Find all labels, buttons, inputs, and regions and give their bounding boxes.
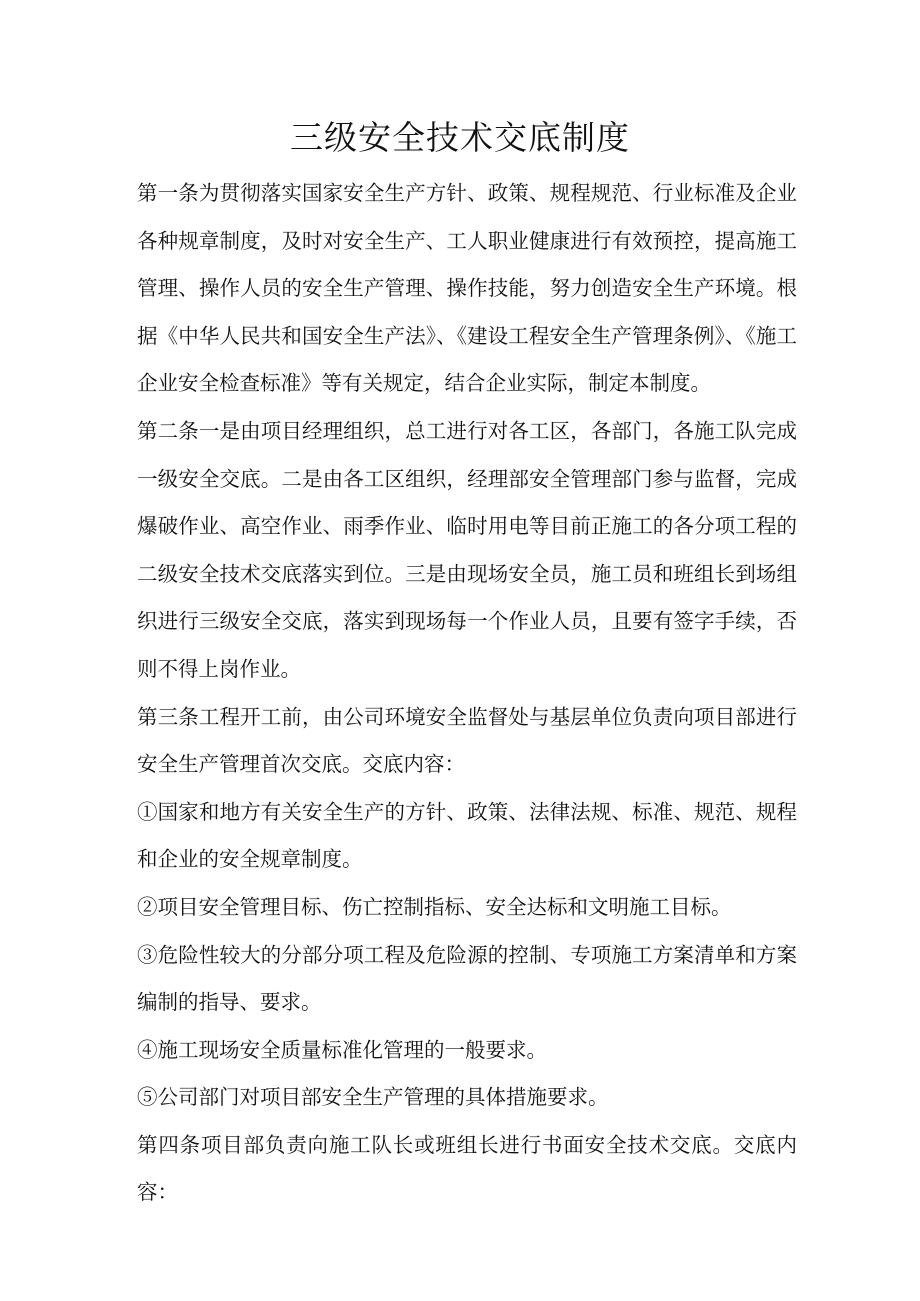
paragraph-article-4: 第四条项目部负责向施工队长或班组长进行书面安全技术交底。交底内容： <box>137 1132 797 1205</box>
paragraph-article-3: 第三条工程开工前，由公司环境安全监督处与基层单位负责向项目部进行安全生产管理首次交底。交底内容： <box>137 704 797 777</box>
list-item-3: ③危险性较大的分部分项工程及危险源的控制、专项施工方案清单和方案编制的指导、要求。 <box>137 942 797 1015</box>
list-item-5: ⑤公司部门对项目部安全生产管理的具体措施要求。 <box>137 1085 609 1110</box>
paragraph-article-2: 第二条一是由项目经理组织，总工进行对各工区，各部门，各施工队完成一级安全交底。二是由各工区组织，经理部安全管理部门参与监督，完成爆破作业、高空作业、雨季作业、临时用电等目前正施工的各分项工程的二级安全技术交底落实到位。三是由现场安全员，施工员和班组长到场组织进行三级安全交底，落实到现场每一个作业人员，且要有签字手续，否则不得上岗作业。 <box>137 418 797 681</box>
list-item-1: ①国家和地方有关安全生产的方针、政策、法律法规、标准、规范、规程和企业的安全规章制度。 <box>137 799 797 872</box>
document-title: 三级安全技术交底制度 <box>290 118 630 157</box>
document-body <box>137 170 797 1217</box>
list-item-4: ④施工现场安全质量标准化管理的一般要求。 <box>137 1037 547 1062</box>
list-item-2: ②项目安全管理目标、伤亡控制指标、安全达标和文明施工目标。 <box>137 894 732 919</box>
paragraph-article-1: 第一条为贯彻落实国家安全生产方针、政策、规程规范、行业标准及企业各种规章制度，及时对安全生产、工人职业健康进行有效预控，提高施工管理、操作人员的安全生产管理、操作技能，努力创造安全生产环境。根据《中华人民共和国安全生产法》、《建设工程安全生产管理条例》、《施工企业安全检查标准》等有关规定，结合企业实际，制定本制度。 <box>137 181 797 396</box>
